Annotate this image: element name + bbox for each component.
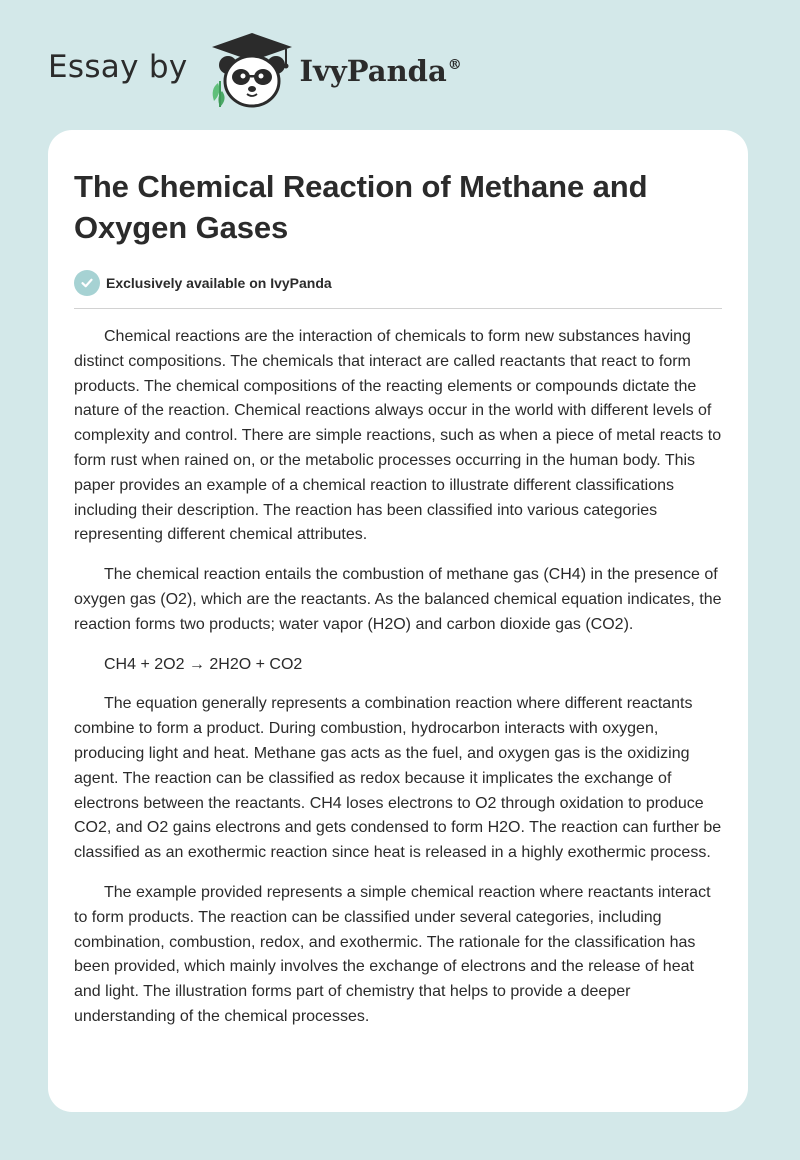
registered-mark: ® [447, 57, 462, 73]
exclusive-badge [74, 270, 722, 296]
site-header [48, 30, 462, 110]
divider [74, 308, 722, 309]
brand-name[interactable]: IvyPanda® [299, 54, 462, 88]
chemical-equation: CH4 + 2O2 → 2H2O + CO2 [104, 655, 303, 673]
check-circle-icon [74, 270, 100, 296]
essay-title: The Chemical Reaction of Methane and Oxygen Gases [74, 169, 648, 245]
exclusive-badge-text: Exclusively available on IvyPanda [106, 275, 332, 291]
paragraph-reaction: The chemical reaction entails the combustion of methane gas (CH4) in the presence of oxygen gas (O2), which are the reactants. As the balanced chemical equation indicates, the reaction forms two products; water vapor (H2O) and carbon dioxide gas (CO2). [74, 566, 722, 633]
essay-card [48, 130, 748, 1112]
paragraph-classification: The equation generally represents a combination reaction where different reactants combine to form a product. During combustion, hydrocarbon interacts with oxygen, producing light and heat. Methane gas acts as the fuel, and oxygen gas is the oxidizing agent. The reaction can be classified as redox because it implicates the exchange of electrons between the reactants. CH4 loses electrons to O2 through oxidation to produce CO2, and O2 gains electrons and gets condensed to form H2O. The reaction can further be classified as an exothermic reaction since heat is released in a highly exothermic process. [74, 695, 722, 862]
paragraph-intro: Chemical reactions are the interaction of chemicals to form new substances having distinct compositions. The chemicals that interact are called reactants that react to form products. The chemical compositions of the reacting elements or compounds dictate the nature of the reaction. Chemical reactions always occur in the world with different levels of complexity and control. There are simple reactions, such as when a piece of metal reacts to form rust when rained on, or the metabolic processes occurring in the human body. This paper provides an example of a chemical reaction to illustrate different classifications including their description. The reaction has been classified into various categories representing different chemical attributes. [74, 328, 722, 544]
panda-graduate-logo-icon[interactable] [206, 31, 298, 109]
essay-by-label: Essay by [48, 49, 188, 85]
paragraph-conclusion: The example provided represents a simple chemical reaction where reactants interact to form products. The reaction can be classified under several categories, including combination, combustion, redox, and exothermic. The rationale for the classification has been provided, which mainly involves the exchange of electrons and the release of heat and light. The illustration forms part of chemistry that helps to provide a deeper understanding of the chemical processes. [74, 883, 711, 1025]
